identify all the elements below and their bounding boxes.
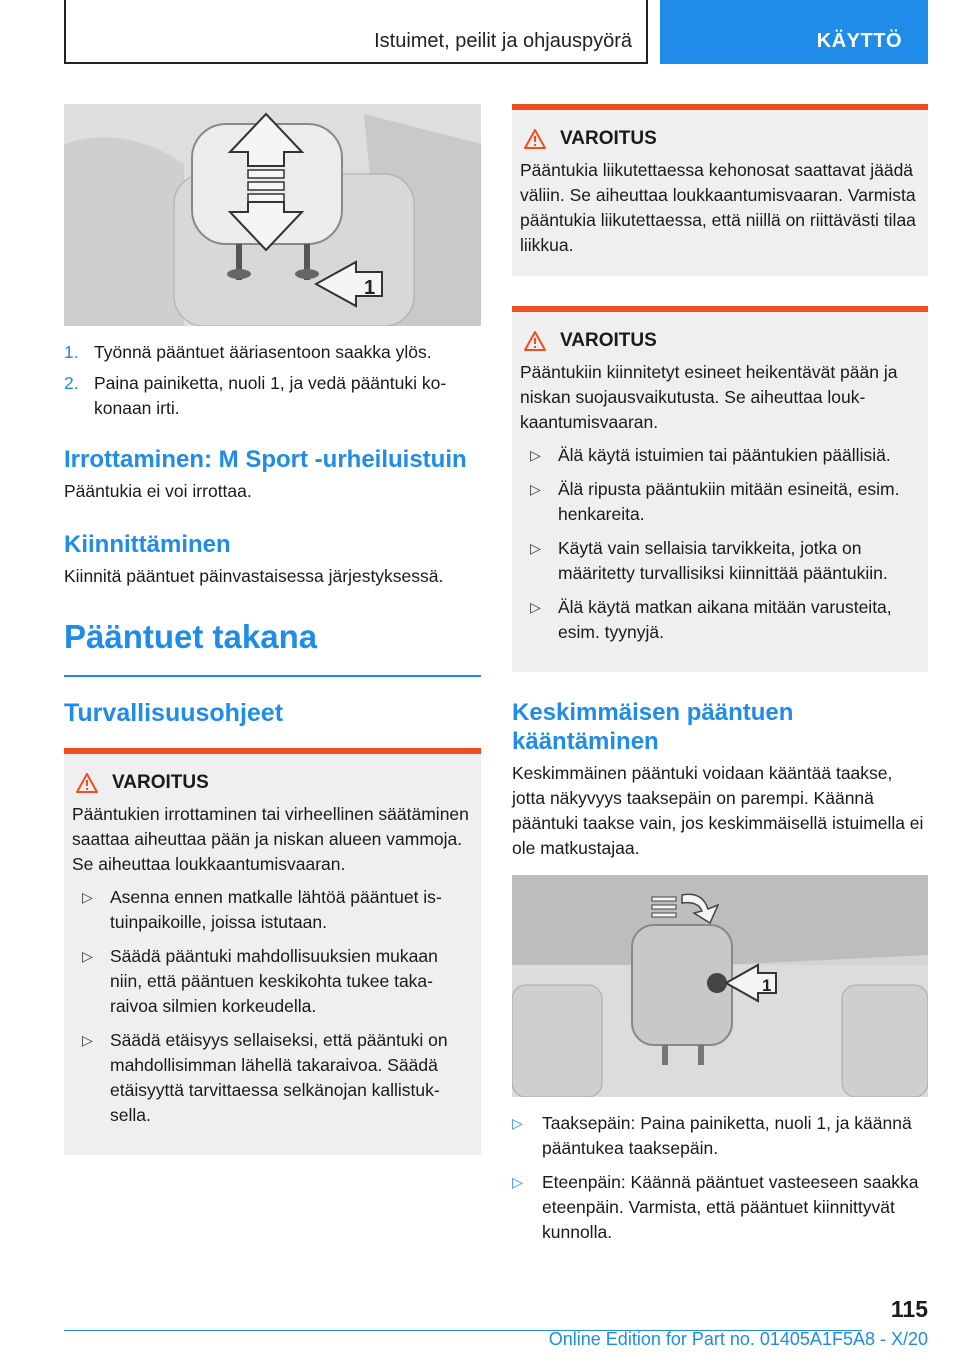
warning-bullet-list bbox=[520, 443, 920, 645]
triangle-bullet-icon: ▷ bbox=[512, 1115, 523, 1131]
triangle-bullet-icon: ▷ bbox=[530, 599, 541, 615]
warning-bullet bbox=[72, 944, 473, 1019]
step-number: 1. bbox=[64, 342, 79, 362]
section-heading-rear-headrests: Pääntuet takana bbox=[64, 618, 318, 655]
attaching-text: Kiinnitä pääntuet päinvastaisessa järjestyksessä. bbox=[64, 566, 444, 586]
warning-header bbox=[72, 772, 473, 794]
warning-triangle-icon bbox=[524, 331, 546, 351]
triangle-bullet-icon: ▷ bbox=[82, 889, 93, 905]
chapter-tab bbox=[64, 0, 648, 64]
triangle-bullet-icon: ▷ bbox=[512, 1174, 523, 1190]
triangle-bullet-icon: ▷ bbox=[530, 540, 541, 556]
warning-header bbox=[520, 128, 920, 150]
step-number: 2. bbox=[64, 373, 79, 393]
headrest-removal-figure bbox=[64, 104, 481, 326]
warning-label: VAROITUS bbox=[560, 330, 657, 351]
subheading-safety: Turvallisuusohjeet bbox=[64, 699, 284, 727]
subheading-m-sport: Irrottaminen: M Sport -urheiluistuin bbox=[64, 446, 467, 473]
bullet-text: Älä käytä matkan aikana mitään varusteita, esim. tyynyjä. bbox=[558, 597, 892, 642]
warning-bullet bbox=[72, 1028, 473, 1128]
page-header bbox=[64, 0, 928, 64]
m-sport-text: Pääntukia ei voi irrottaa. bbox=[64, 481, 252, 501]
instruction-bullet bbox=[512, 1170, 928, 1245]
chapter-title: Istuimet, peilit ja ohjauspyörä bbox=[374, 30, 632, 52]
bullet-text: Eteenpäin: Käännä pääntuet vasteeseen saakka eteenpäin. Varmista, että pääntuet kiinnittyvät kunnolla. bbox=[542, 1172, 919, 1242]
instruction-bullet bbox=[512, 1111, 928, 1161]
center-headrest-illustration bbox=[512, 875, 928, 1097]
triangle-bullet-icon: ▷ bbox=[530, 481, 541, 497]
warning-label: VAROITUS bbox=[560, 128, 657, 149]
warning-box bbox=[512, 306, 928, 672]
warning-box bbox=[512, 104, 928, 276]
bullet-text: Älä käytä istuimien tai pääntukien päällisiä. bbox=[558, 445, 891, 465]
warning-bullet bbox=[520, 595, 920, 645]
triangle-bullet-icon: ▷ bbox=[530, 447, 541, 463]
page-footer bbox=[64, 1296, 928, 1362]
triangle-bullet-icon: ▷ bbox=[82, 948, 93, 964]
step-text: Työnnä pääntuet ääriasentoon saakka ylös. bbox=[94, 342, 432, 362]
headrest-illustration bbox=[64, 104, 481, 326]
fold-instruction-list bbox=[512, 1111, 928, 1245]
bullet-text: Taaksepäin: Paina painiketta, nuoli 1, ja käännä pääntukea taaksepäin. bbox=[542, 1113, 912, 1158]
warning-header bbox=[520, 330, 920, 352]
subheading-fold-center-headrest: Keskimmäisen pääntuen kääntäminen bbox=[512, 699, 794, 755]
warning-bullet bbox=[72, 885, 473, 935]
subheading-attaching: Kiinnittäminen bbox=[64, 531, 231, 558]
warning-bullet bbox=[520, 443, 920, 468]
bullet-text: Käytä vain sellaisia tarvikkeita, jotka on määritetty turvallisiksi kiinnittää pääntukiin. bbox=[558, 538, 888, 583]
warning-triangle-icon bbox=[524, 129, 546, 149]
heading-rule bbox=[64, 675, 481, 677]
figure2-callout-label: 1 bbox=[762, 976, 772, 995]
fold-headrest-text: Keskimmäinen pääntuki voidaan kääntää taakse, jotta näkyvyys taaksepäin on parempi. Käännä pääntuki taakse vain, jos keskimmäisellä istuimella ei ole matkustajaa. bbox=[512, 763, 924, 858]
step-item bbox=[64, 371, 481, 421]
warning-bullet bbox=[520, 536, 920, 586]
warning-text: Pääntukia liikutettaessa kehonosat saattavat jäädä väliin. Se aiheuttaa loukkaantumisvaaran. Varmista pääntukia liikutettaessa, että niillä on riittävästi tilaa liikkua. bbox=[520, 160, 916, 255]
section-tab bbox=[660, 0, 928, 64]
step-item bbox=[64, 340, 481, 365]
warning-box bbox=[64, 748, 481, 1155]
center-headrest-figure bbox=[512, 875, 928, 1097]
bullet-text: Säädä pääntuki mahdollisuuksien mukaan niin, että pääntuen keskikohta tukee takaraivoa silmien korkeudella. bbox=[110, 946, 438, 1016]
section-title: KÄYTTÖ bbox=[816, 30, 902, 52]
step-text: Paina painiketta, nuoli 1, ja vedä pääntuki kokonaan irti. bbox=[94, 373, 447, 418]
step-list bbox=[64, 340, 481, 421]
warning-text: Pääntukiin kiinnitetyt esineet heikentävät pään ja niskan suojausvaikutusta. Se aiheuttaa loukkaantumisvaaran. bbox=[520, 362, 898, 432]
page-number: 115 bbox=[890, 1296, 928, 1322]
warning-bullet bbox=[520, 477, 920, 527]
bullet-text: Asenna ennen matkalle lähtöä pääntuet istuinpaikoille, joissa istutaan. bbox=[110, 887, 442, 932]
warning-text: Pääntukien irrottaminen tai virheellinen säätäminen saattaa aiheuttaa pään ja niskan alueen vammoja. Se aiheuttaa loukkaantumisvaaran. bbox=[72, 804, 469, 874]
bullet-text: Älä ripusta pääntukiin mitään esineitä, esim. henkareita. bbox=[558, 479, 900, 524]
triangle-bullet-icon: ▷ bbox=[82, 1032, 93, 1048]
figure1-callout-label: 1 bbox=[364, 277, 376, 299]
warning-label: VAROITUS bbox=[112, 772, 209, 793]
warning-triangle-icon bbox=[76, 773, 98, 793]
right-column bbox=[512, 104, 928, 1254]
bullet-text: Säädä etäisyys sellaiseksi, että pääntuki on mahdollisimman lähellä takaraivoa. Säädä etäisyyttä tarvittaessa selkänojan kallistuksella. bbox=[110, 1030, 448, 1125]
left-column bbox=[64, 104, 481, 1155]
warning-bullet-list bbox=[72, 885, 473, 1128]
edition-text: Online Edition for Part no. 01405A1F5A8 - X/20 bbox=[548, 1329, 928, 1349]
